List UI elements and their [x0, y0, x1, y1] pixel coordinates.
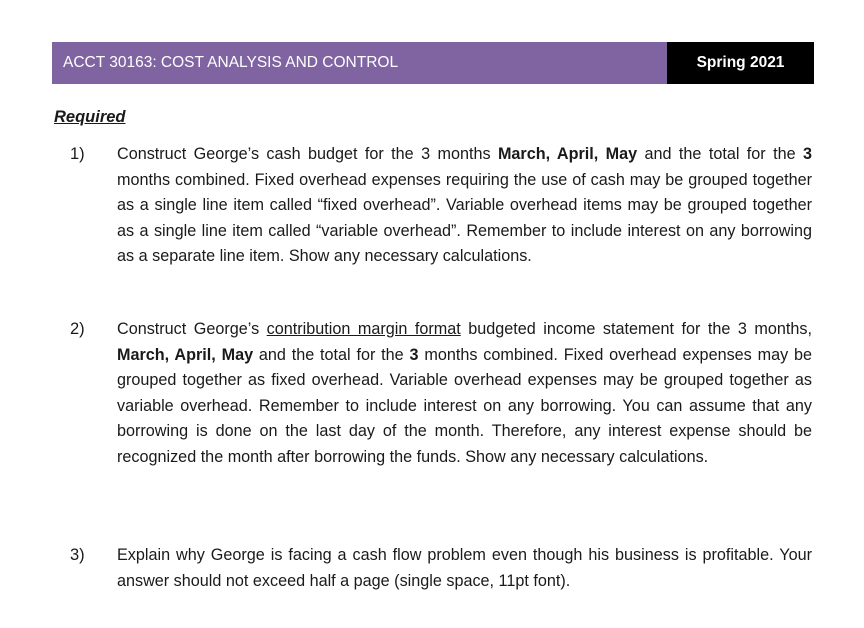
question-number: 1) [70, 145, 85, 163]
question-text: Explain why George is facing a cash flow problem even though his business is profitable. Your answer should not exceed half a page (single space, 11pt font). [117, 546, 812, 590]
question-number: 3) [70, 546, 85, 564]
course-title: ACCT 30163: COST ANALYSIS AND CONTROL [52, 42, 667, 84]
question-text: Construct George’s contribution margin format budgeted income statement for the 3 months, March, April, May and the total for the 3 months combined. Fixed overhead expenses may be grouped together as fixed overhead. Variable overhead expenses may be grouped together as variable overhead. Remember to include interest on any borrowing. You can assume that any borrowing is done on the last day of the month. Therefore, any interest expense should be recognized the month after borrowing the funds. Show any necessary calculations. [117, 320, 812, 466]
question-number: 2) [70, 320, 85, 338]
question-text: Construct George’s cash budget for the 3 months March, April, May and the total for the 3 months combined. Fixed overhead expenses requiring the use of cash may be grouped together as a single line item called “fixed overhead”. Variable overhead items may be grouped together as a single line item called “variable overhead”. Remember to include interest on any borrowing as a separate line item. Show any necessary calculations. [117, 145, 812, 265]
document-header [52, 42, 814, 84]
term-label: Spring 2021 [667, 42, 814, 84]
section-title: Required [54, 108, 126, 126]
